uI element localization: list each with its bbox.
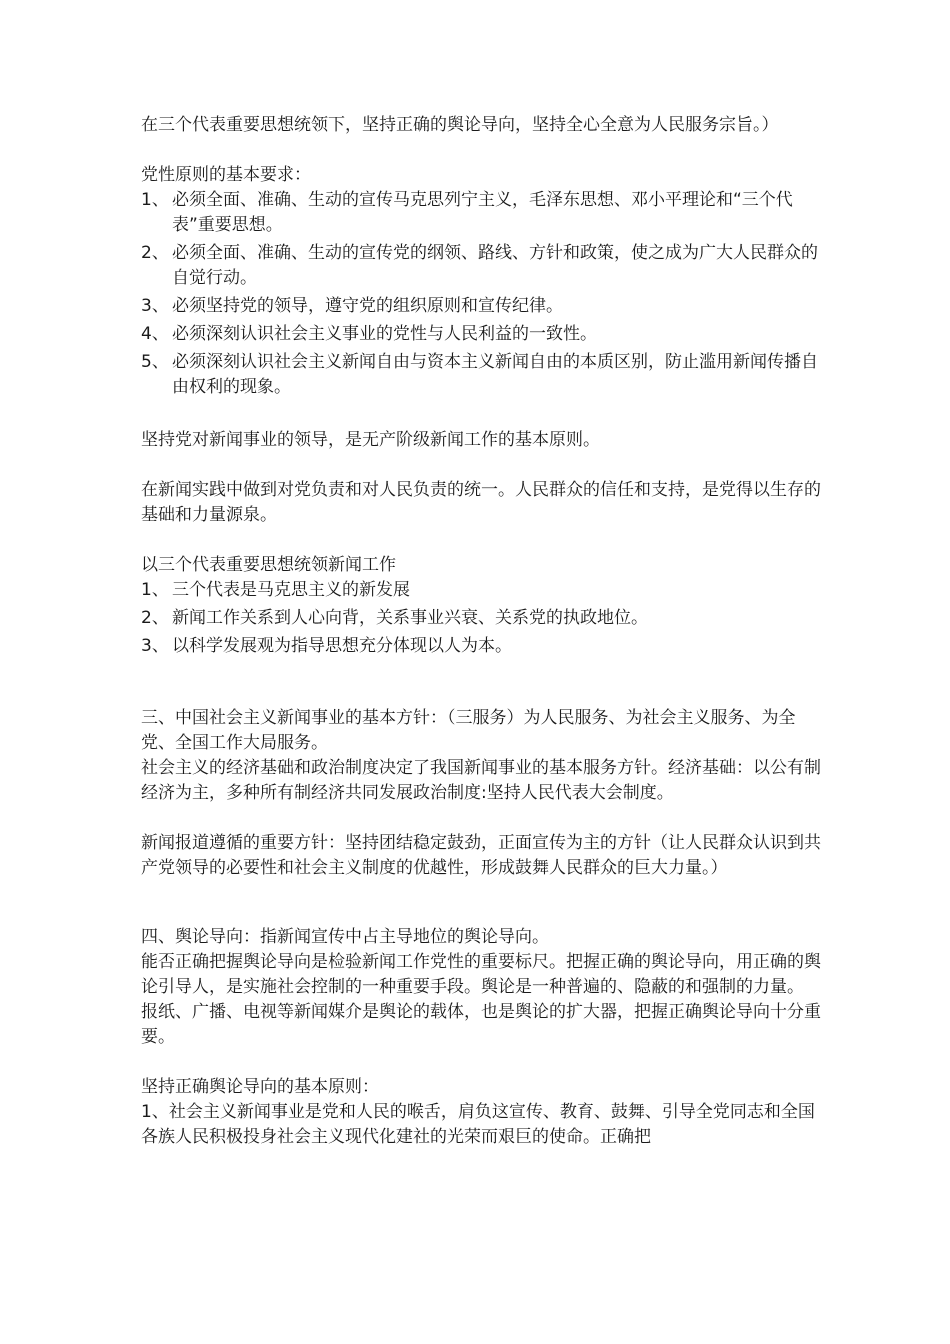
party-principle-heading: 党性原则的基本要求： — [141, 165, 311, 185]
list-item-number: 3、 — [141, 636, 169, 656]
intro-paragraph: 在三个代表重要思想统领下，坚持正确的舆论导向，坚持全心全意为人民服务宗旨。） — [141, 115, 779, 135]
list-item — [141, 322, 821, 347]
three-represents-heading: 以三个代表重要思想统领新闻工作 — [141, 555, 396, 575]
section3-heading: 三、中国社会主义新闻事业的基本方针：（三服务）为人民服务、为社会主义服务、为全党、全国工作大局服务。 — [141, 708, 796, 753]
list-item — [141, 294, 821, 319]
list-item-number: 1、 — [141, 190, 169, 210]
section4-heading: 四、舆论导向：指新闻宣传中占主导地位的舆论导向。 — [141, 927, 549, 947]
section4-paragraph: 能否正确把握舆论导向是检验新闻工作党性的重要标尺。把握正确的舆论导向，用正确的舆论引导人，是实施社会控制的一种重要手段。舆论是一种普遍的、隐蔽的和强制的力量。 — [141, 952, 821, 997]
section3-paragraph: 社会主义的经济基础和政治制度决定了我国新闻事业的基本服务方针。经济基础：以公有制经济为主，多种所有制经济共同发展政治制度:坚持人民代表大会制度。 — [141, 758, 821, 803]
list-item-text: 必须深刻认识社会主义新闻自由与资本主义新闻自由的本质区别，防止滥用新闻传播自由权利的现象。 — [172, 352, 818, 397]
list-item-number: 4、 — [141, 324, 169, 344]
list-item-number: 2、 — [141, 243, 169, 263]
list-item-text: 必须坚持党的领导，遵守党的组织原则和宣传纪律。 — [172, 296, 563, 316]
unity-paragraph: 在新闻实践中做到对党负责和对人民负责的统一。人民群众的信任和支持，是党得以生存的基础和力量源泉。 — [141, 480, 821, 525]
party-principle-list — [141, 188, 821, 400]
list-item-text: 三个代表是马克思主义的新发展 — [172, 580, 410, 600]
list-item — [141, 606, 821, 631]
list-item — [141, 241, 821, 291]
document-page — [141, 113, 821, 1150]
list-item-number: 5、 — [141, 352, 169, 372]
list-item-text: 必须深刻认识社会主义事业的党性与人民利益的一致性。 — [172, 324, 597, 344]
section4-media-paragraph: 报纸、广播、电视等新闻媒介是舆论的载体，也是舆论的扩大器，把握正确舆论导向十分重要。 — [141, 1002, 821, 1047]
list-item-text: 必须全面、准确、生动的宣传马克思列宁主义，毛泽东思想、邓小平理论和“三个代表”重要思想。 — [172, 190, 793, 235]
list-item-text: 必须全面、准确、生动的宣传党的纲领、路线、方针和政策，使之成为广大人民群众的自觉行动。 — [172, 243, 818, 288]
leadership-paragraph: 坚持党对新闻事业的领导，是无产阶级新闻工作的基本原则。 — [141, 430, 600, 450]
list-item-text: 社会主义新闻事业是党和人民的喉舌，肩负这宣传、教育、鼓舞、引导全党同志和全国各族人民积极投身社会主义现代化建社的光荣而艰巨的使命。正确把 — [141, 1102, 815, 1147]
list-item-number: 2、 — [141, 608, 169, 628]
list-item — [141, 578, 821, 603]
three-represents-list — [141, 578, 821, 659]
list-item-number: 3、 — [141, 296, 169, 316]
list-item-number: 1、 — [141, 580, 169, 600]
list-item — [141, 634, 821, 659]
list-item-text: 以科学发展观为指导思想充分体现以人为本。 — [172, 636, 512, 656]
section3-policy-paragraph: 新闻报道遵循的重要方针：坚持团结稳定鼓劲，正面宣传为主的方针（让人民群众认识到共产党领导的必要性和社会主义制度的优越性，形成鼓舞人民群众的巨大力量。） — [141, 833, 821, 878]
list-item-number: 1、 — [141, 1102, 169, 1122]
list-item — [141, 350, 821, 400]
principles-heading: 坚持正确舆论导向的基本原则： — [141, 1077, 379, 1097]
list-item — [141, 188, 821, 238]
list-item-text: 新闻工作关系到人心向背，关系事业兴衰、关系党的执政地位。 — [172, 608, 648, 628]
list-item — [141, 1100, 821, 1150]
